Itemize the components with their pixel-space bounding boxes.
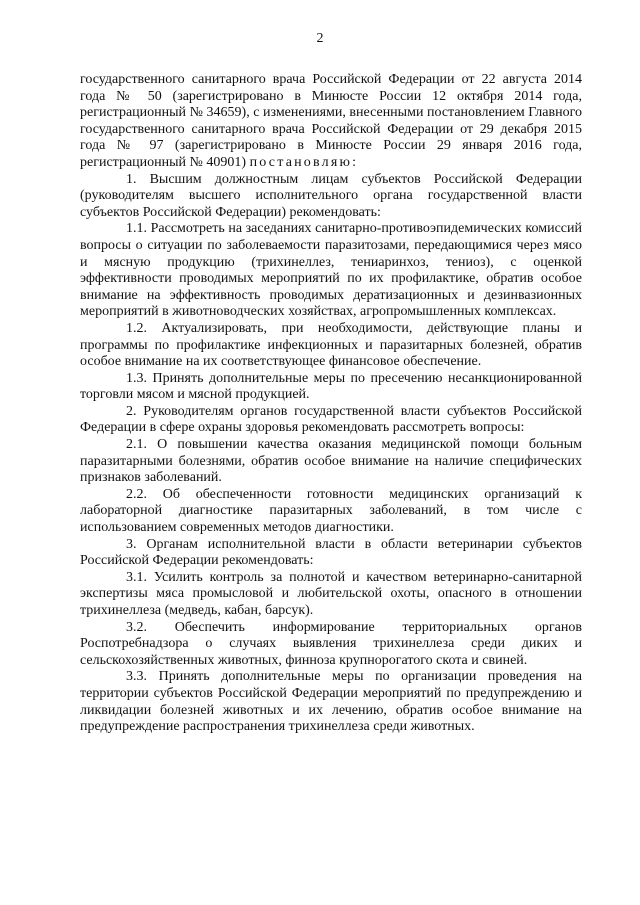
paragraph-1-1: 1.1. Рассмотреть на заседаниях санитарно-противоэпидемических комиссий вопросы о ситуации по заболеваемости паразитозами, передающимися через мясо и мясную продукцию (трихинеллез, тениаринхоз, тениоз), с оценкой эффективности проводимых мероприятий по их профилактике, обратив особое внимание на эффективность проводимых дератизационных и дезинвазионных мероприятий в животноводческих хозяйствах, агропромышленных комплексах. <box>80 221 582 320</box>
document-body <box>80 72 582 736</box>
decree-word: постановляю: <box>249 154 359 170</box>
page-number: 2 <box>316 31 324 46</box>
paragraph-2-2: 2.2. Об обеспеченности готовности медицинских организаций к лабораторной диагностике паразитарных заболеваний, в том числе с использованием современных методов диагностики. <box>80 486 582 536</box>
paragraph-1: 1. Высшим должностным лицам субъектов Российской Федерации (руководителям высшего исполнительного органа государственной власти субъектов Российской Федерации) рекомендовать: <box>80 171 582 220</box>
paragraph-3-1: 3.1. Усилить контроль за полнотой и качеством ветеринарно-санитарной экспертизы мяса промысловой и любительской охоты, опасного в отношении трихинеллеза (медведь, кабан, барсук). <box>80 569 582 618</box>
paragraph-2-1: 2.1. О повышении качества оказания медицинской помощи больным паразитарными болезнями, обратив особое внимание на наличие специфических признаков заболеваний. <box>80 437 582 486</box>
paragraph-3: 3. Органам исполнительной власти в области ветеринарии субъектов Российской Федерации рекомендовать: <box>80 536 582 569</box>
intro-paragraph <box>80 72 582 172</box>
paragraph-3-2: 3.2. Обеспечить информирование территориальных органов Роспотребнадзора о случаях выявления трихинеллеза среди диких и сельскохозяйственных животных, финноза крупнорогатого скота и свиней. <box>80 619 582 668</box>
intro-text: государственного санитарного врача Российской Федерации от 22 августа 2014 года № 50 (зарегистрировано в Минюсте России 12 октября 2014 года, регистрационный № 34659), с изменениями, внесенными постановлением Главного государственного санитарного врача Российской Федерации от 29 декабря 2015 года № 97 (зарегистрировано в Минюсте России 29 января 2016 года, регистрационный № 40901) <box>80 72 582 170</box>
paragraph-3-3: 3.3. Принять дополнительные меры по организации проведения на территории субъектов Российской Федерации мероприятий по предупреждению и ликвидации болезней животных и их лечению, обратив особое внимание на предупреждение распространения трихинеллеза среди животных. <box>80 669 582 735</box>
paragraph-1-2: 1.2. Актуализировать, при необходимости, действующие планы и программы по профилактике инфекционных и паразитарных болезней, обратив особое внимание на их соответствующее финансовое обеспечение. <box>80 320 582 370</box>
paragraph-2: 2. Руководителям органов государственной власти субъектов Российской Федерации в сфере охраны здоровья рекомендовать рассмотреть вопросы: <box>80 403 582 436</box>
paragraph-1-3: 1.3. Принять дополнительные меры по пресечению несанкционированной торговли мясом и мясной продукцией. <box>80 370 582 403</box>
